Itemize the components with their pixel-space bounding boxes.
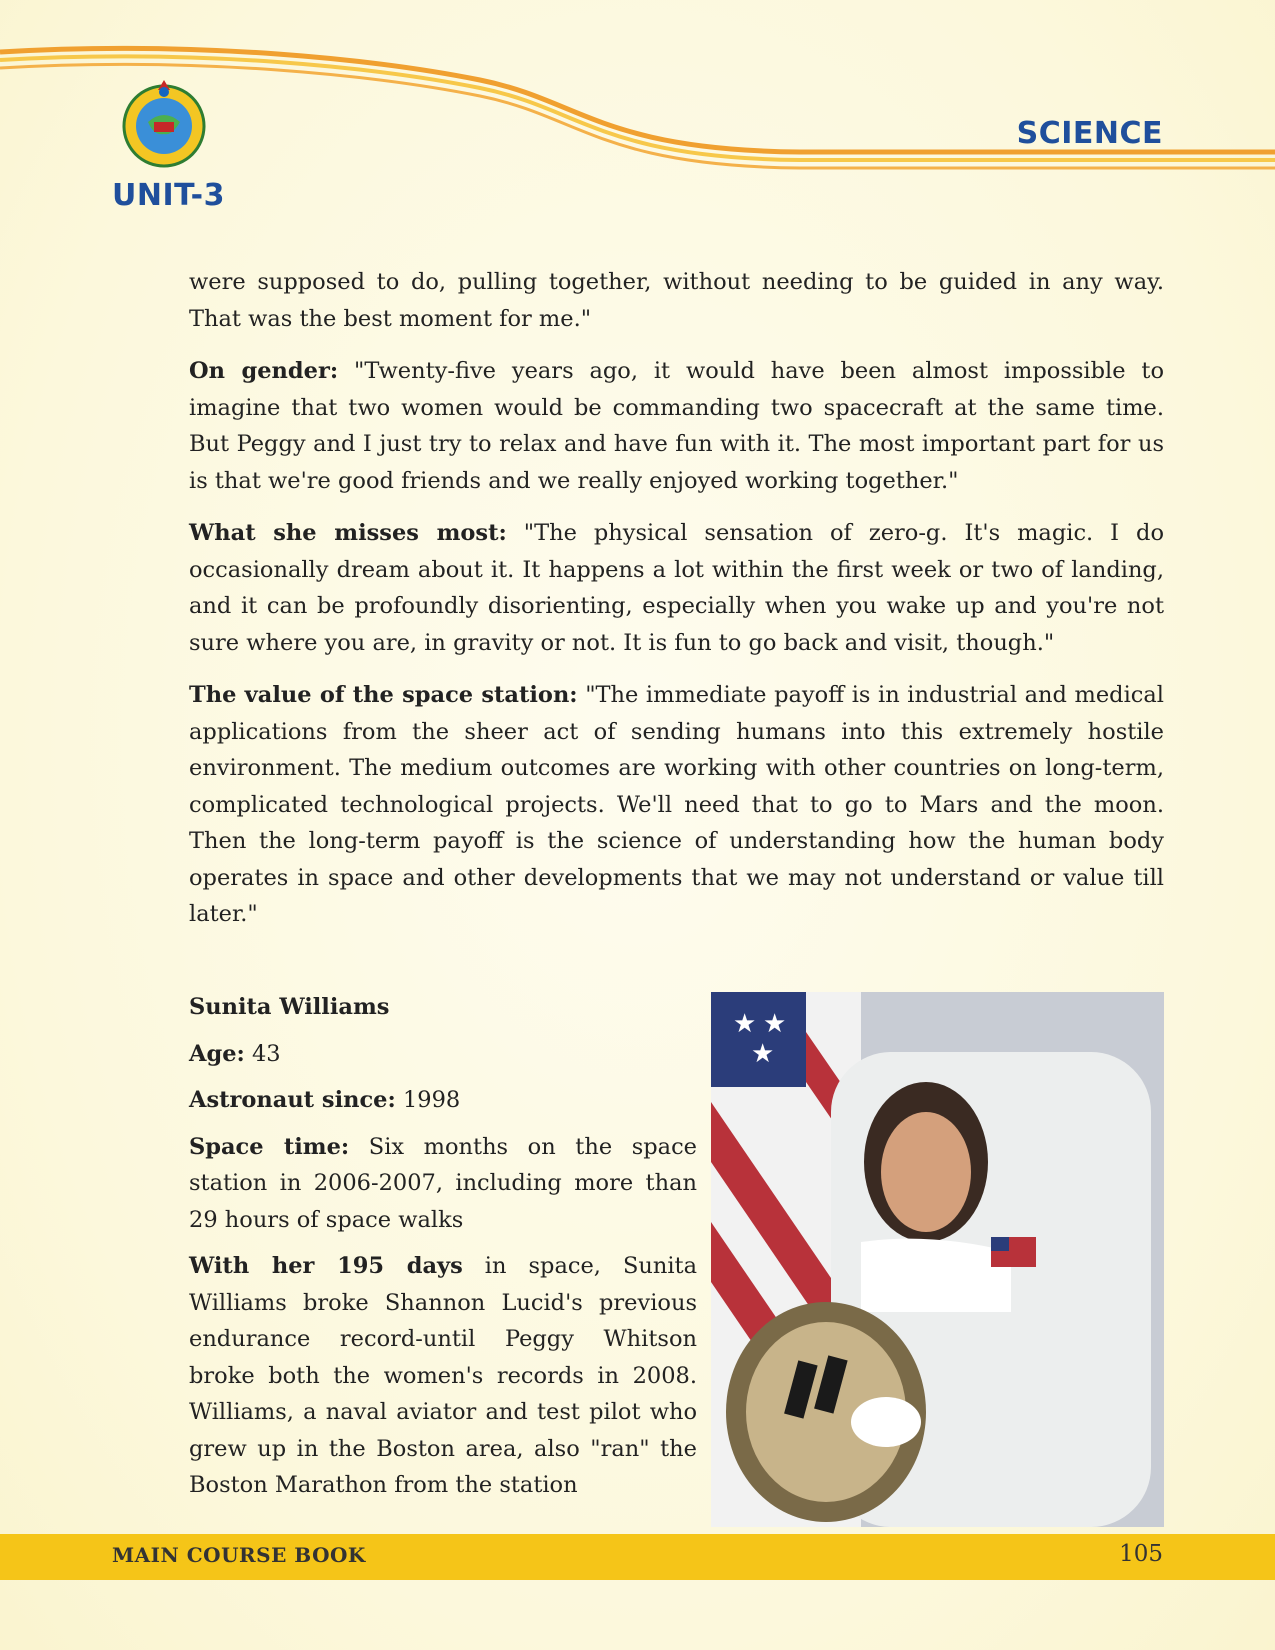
profile-astronaut-value: 1998: [395, 1087, 461, 1113]
paragraph-text: "The immediate payoff is in industrial and medical applications from the sheer act of sending humans into this extremely hostile environment. The medium outcomes are working with other countries on long-term, complicated technological projects. We'll need that to go to Mars and the moon. Then the long-term payoff is the science of understanding how the human body operates in space and other developments that we may not understand or value till later.": [189, 682, 1164, 927]
paragraph-text: were supposed to do, pulling together, without needing to be guided in any way. That was the best moment for me.": [189, 269, 1164, 332]
profile-record-text: in space, Sunita Williams broke Shannon Lucid's previous endurance record-until Peggy Whitson broke both the women's records in 2008. Williams, a naval aviator and test pilot who grew up in the Boston area, also "ran" the Boston Marathon from the station: [189, 1253, 697, 1498]
paragraph: [189, 677, 1164, 933]
profile-spacetime-value: Six months on the space station in 2006-2007, including more than 29 hours of space walks: [189, 1133, 697, 1233]
paragraph: [189, 515, 1164, 661]
profile-name-row: [189, 989, 697, 1026]
profile-box: [189, 989, 697, 1514]
paragraph-text: "Twenty-five years ago, it would have been almost impossible to imagine that two women would be commanding two spacecraft at the same time. But Peggy and I just try to relax and have fun with it. The most important part for us is that we're good friends and we really enjoyed working together.": [189, 358, 1165, 494]
paragraph-lead: On gender:: [189, 358, 339, 384]
svg-text:★: ★: [751, 1039, 775, 1069]
profile-record-row: [189, 1248, 697, 1504]
footer-book-title: MAIN COURSE BOOK: [112, 1543, 366, 1567]
subject-label: SCIENCE: [1016, 116, 1163, 151]
article-body: [189, 264, 1164, 949]
profile-name: Sunita Williams: [189, 994, 390, 1020]
svg-text:★: ★: [763, 1009, 787, 1039]
paragraph: [189, 264, 1164, 337]
profile-age-value: 43: [244, 1040, 281, 1067]
svg-text:★: ★: [733, 1009, 757, 1039]
profile-astronaut-label: Astronaut since:: [189, 1087, 396, 1113]
astronaut-portrait: [711, 992, 1164, 1527]
page-number: 105: [1119, 1541, 1163, 1567]
paragraph-lead: The value of the space station:: [189, 682, 578, 708]
profile-age-label: Age:: [189, 1040, 245, 1067]
profile-record-lead: With her 195 days: [189, 1253, 463, 1279]
paragraph: [189, 353, 1164, 499]
paragraph-text: "The physical sensation of zero-g. It's magic. I do occasionally dream about it. It happens a lot within the first week or two of landing, and it can be profoundly disorienting, especially when you wake up and you're not sure where you are, in gravity or not. It is fun to go back and visit, though.": [189, 520, 1164, 656]
paragraph-lead: What she misses most:: [189, 520, 507, 546]
unit-label: UNIT-3: [112, 178, 226, 213]
school-emblem-icon: [118, 78, 210, 170]
profile-spacetime-row: [189, 1129, 697, 1239]
profile-spacetime-label: Space time:: [189, 1133, 350, 1160]
profile-age-row: [189, 1036, 697, 1073]
profile-astronaut-row: [189, 1082, 697, 1119]
